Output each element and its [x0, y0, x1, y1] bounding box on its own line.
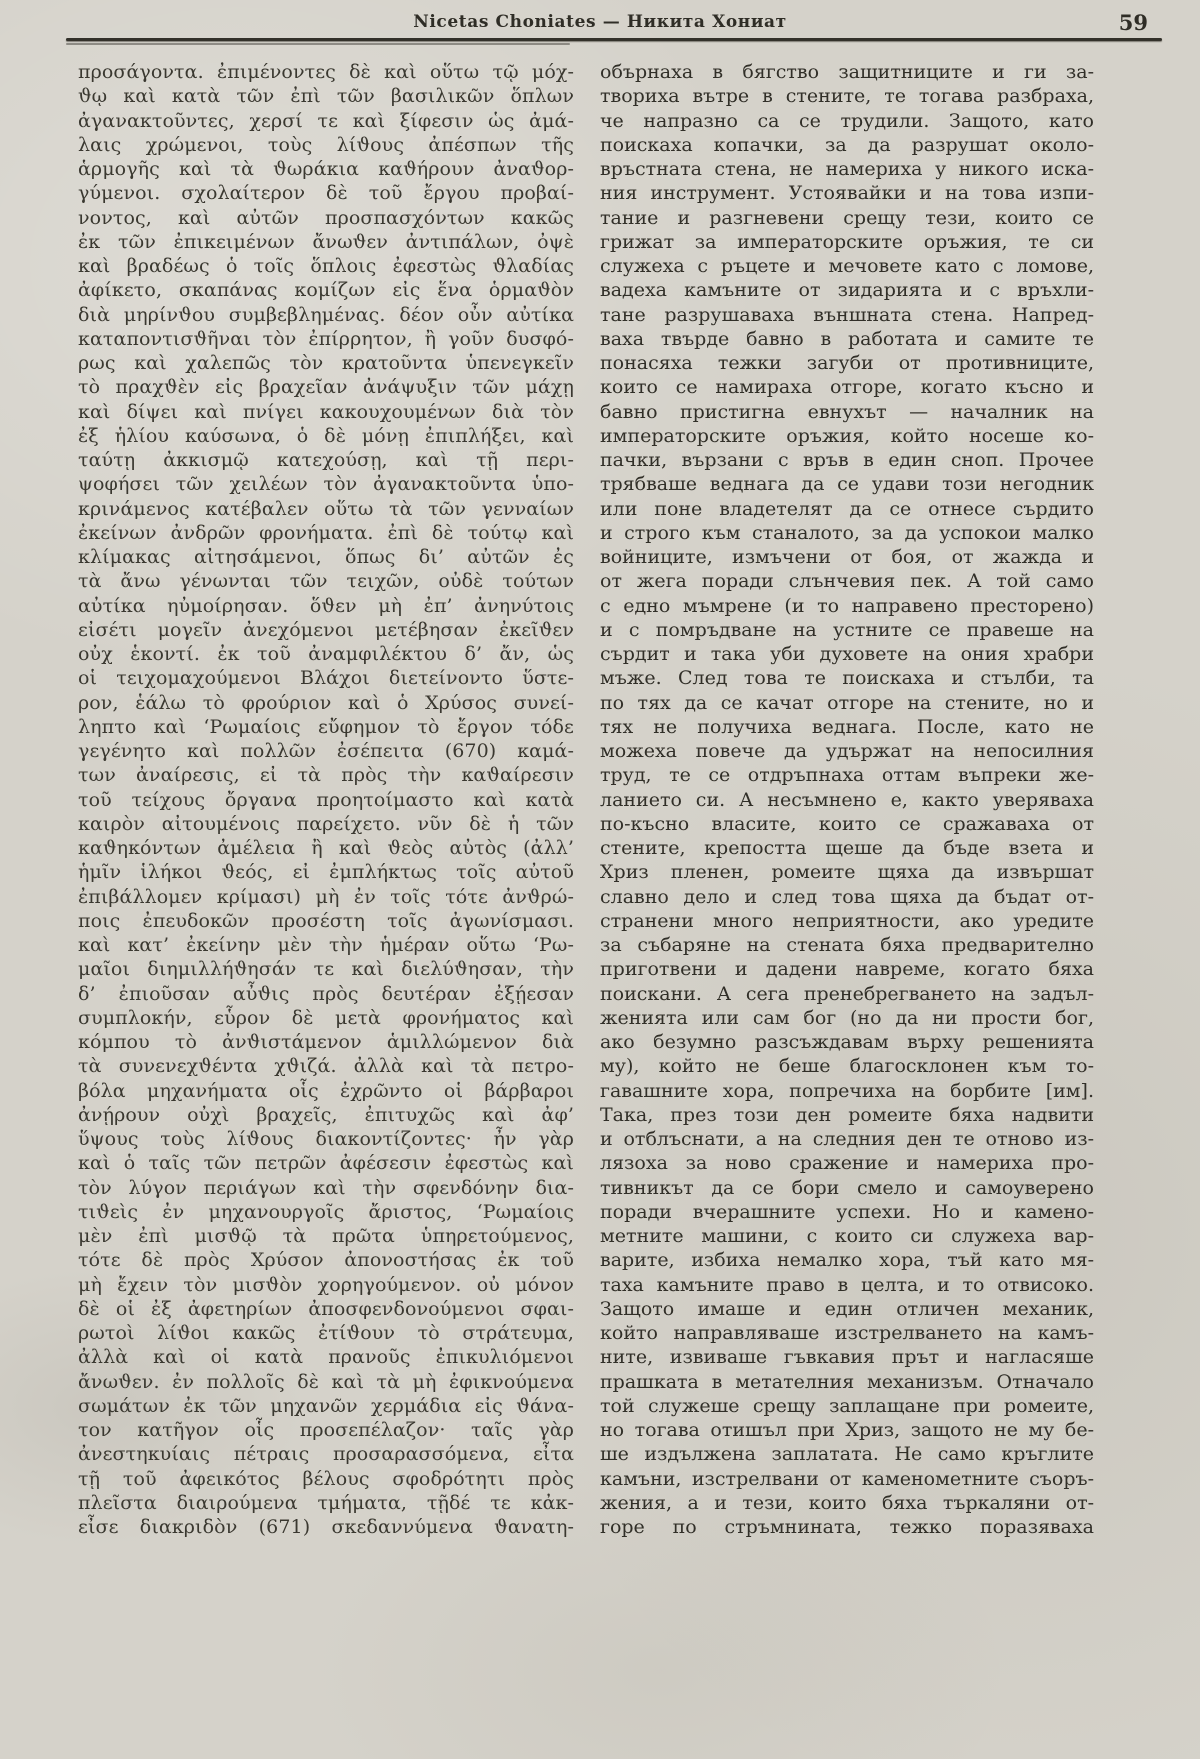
text-line: и с помръдване на устните се правеше на — [600, 618, 1094, 641]
text-line: εἶσε διακριδὸν (671) σκεδαννύμενα ϑανατη- — [78, 1516, 574, 1538]
text-line: обърнаха в бягство защитниците и ги за- — [600, 61, 1094, 83]
text-line: προσάγοντα. ἐπιμένοντες δὲ καὶ οὕτω τῷ μόχ- — [78, 61, 574, 83]
text-line: Защото имаше и един отличен механик, — [600, 1297, 1094, 1320]
text-line: бавно пристигна евнухът — началник на — [600, 400, 1094, 423]
text-line: гавашните хора, попречиха на борбите [им]. — [600, 1079, 1094, 1102]
text-line: κόμπου τὸ ἀνϑιστάμενον ἁμιλλώμενον διὰ — [78, 1031, 574, 1053]
text-line: или поне владетелят да се отнесе сърдито — [600, 497, 1094, 520]
text-line: ния инструмент. Устоявайки и на това изпи- — [600, 182, 1094, 205]
text-line: νοντος, καὶ αὐτῶν προσπασχόντων κακῶς — [78, 206, 574, 229]
text-line: συμπλοκήν, εὗρον δὲ μετὰ φρονήματος καὶ — [78, 1006, 574, 1029]
text-line: τὸ πραχϑὲν εἰς βραχεῖαν ἀνάψυξιν τῶν μάχῃ — [78, 376, 574, 399]
text-line: ако безумно разсъждавам върху решенията — [600, 1031, 1094, 1053]
text-line: καϑηκόντων ἀμέλεια ἢ καὶ ϑεὸς αὐτὸς (ἀλλ’ — [78, 837, 574, 859]
text-line: по-късно власите, които се сражаваха от — [600, 812, 1094, 835]
text-line: δὲ οἱ ἐξ ἀφετηρίων ἀποσφενδονούμενοι σφαι- — [78, 1297, 574, 1320]
text-line: σωμάτων ἐκ τῶν μηχανῶν χερμάδια εἰς ϑάνα- — [78, 1394, 574, 1417]
text-line: ἐξ ἡλίου καύσωνα, ὁ δὲ μόνῃ ἐπιπλήξει, καὶ — [78, 424, 574, 447]
text-line: ше издължена заплатата. Не само кръглите — [600, 1443, 1094, 1466]
text-line: οἱ τειχομαχούμενοι Βλάχοι διετείνοντο ὕστε- — [78, 667, 574, 690]
text-line: λαις χρώμενοι, τοὺς λίϑους ἀπέσπων τῆς — [78, 133, 574, 156]
text-line: κρινάμενος κατέβαλεν οὕτω τὰ τῶν γενναίων — [78, 497, 574, 520]
text-line: горе по стръмнината, тежко поразяваха — [600, 1516, 1094, 1538]
text-line: ἀνεστηκυίαις πέτραις προσαρασσόμενα, εἶτα — [78, 1443, 574, 1466]
text-line: тане разрушаваха външната стена. Напред- — [600, 303, 1094, 326]
greek-text-column — [78, 60, 574, 1539]
text-line: ἄνωϑεν. ἐν πολλοῖς δὲ καὶ τὰ μὴ ἐφικνούμενα — [78, 1370, 574, 1393]
text-line: поискани. А сега пренебрегването на задъл- — [600, 982, 1094, 1005]
text-line: Така, през този ден ромеите бяха надвити — [600, 1103, 1094, 1126]
text-line: варите, избиха немалко хора, тъй като мя- — [600, 1249, 1094, 1272]
text-line: ρωτοὶ λίϑοι κακῶς ἐτίϑουν τὸ στράτευμα, — [78, 1322, 574, 1344]
text-line: поискаха копачки, за да разрушат около- — [600, 133, 1094, 156]
text-line: ὕψους τοὺς λίϑους διακοντίζοντες· ἦν γὰρ — [78, 1128, 574, 1150]
text-line: ἐκείνων ἀνδρῶν φρονήματα. ἐπὶ δὲ τούτῳ καὶ — [78, 521, 574, 544]
header-rule — [66, 38, 1162, 41]
text-line: ἡμῖν ἱλήκοι ϑεός, εἰ ἐμπλήκτως τοῖς αὐτοῦ — [78, 861, 574, 884]
text-line: за събаряне на стената бяха предварително — [600, 934, 1094, 956]
text-line: който направляваше изстрелването на камъ- — [600, 1322, 1094, 1344]
text-line: приготвени и дадени навреме, когато бяха — [600, 958, 1094, 981]
text-line: ληπτο καὶ ‘Ρωμαίοις εὔφημον τὸ ἔργον τόδε — [78, 715, 574, 738]
text-line: камъни, изстрелвани от каменометните съоръ- — [600, 1467, 1094, 1490]
text-line: οὐχ ἑκοντί. ἐκ τοῦ ἀναμφιλέκτου δ’ ἄν, ὡς — [78, 643, 574, 665]
text-line: μὴ ἔχειν τὸν μισϑὸν χορηγούμενον. οὐ μόνον — [78, 1273, 574, 1296]
text-line: τῇ τοῦ ἀφεικότος βέλους σφοδρότητι πρὸς — [78, 1467, 574, 1490]
text-line: мъже. След това те поискаха и стълби, та — [600, 667, 1094, 690]
text-line: τὰ ἄνω γένωνται τῶν τειχῶν, οὐδὲ τούτων — [78, 570, 574, 593]
text-line: жения, а и тези, които бяха търкаляни от- — [600, 1491, 1094, 1514]
text-line: и отблъснати, а на следния ден те отново из- — [600, 1128, 1094, 1150]
text-line: καὶ ὁ ταῖς τῶν πετρῶν ἀφέσεσιν ἐφεστὼς καὶ — [78, 1152, 574, 1175]
text-line: ἁρμογῆς καὶ τὰ ϑωράκια καϑήρουν ἀναϑορ- — [78, 158, 574, 180]
text-line: τοῦ τείχους ὄργανα προητοίμαστο καὶ κατὰ — [78, 788, 574, 811]
text-line: αὐτίκα ηὐμοίρησαν. ὅϑεν μὴ ἐπ’ ἀνηνύτοις — [78, 594, 574, 617]
text-line: служеха с ръцете и мечовете като с ломове, — [600, 255, 1094, 277]
text-line: връстната стена, не намериха у никого иска- — [600, 158, 1094, 180]
text-line: можеха повече да удържат на непосилния — [600, 740, 1094, 762]
text-line: ψοφήσει τῶν χειλέων τὸν ἀγανακτοῦντα ὑπο- — [78, 473, 574, 496]
page-number: 59 — [1118, 10, 1148, 35]
text-line: които се намираха отгоре, когато късно и — [600, 376, 1094, 399]
text-line: че напразно са се трудили. Защото, като — [600, 109, 1094, 132]
text-line: войниците, измъчени от боя, от жажда и — [600, 546, 1094, 568]
text-line: τιϑεὶς ἐν μηχανουργοῖς ἄριστος, ‘Ρωμαίοις — [78, 1200, 574, 1223]
text-line: διὰ μηρίνϑου συμβεβλημένας. δέον οὖν αὐτίκα — [78, 303, 574, 326]
text-line: βόλα μηχανήματα οἷς ἐχρῶντο οἱ βάρβαροι — [78, 1079, 574, 1102]
text-line: и строго към станалото, за да успокои малко — [600, 521, 1094, 544]
text-line: ἀλλὰ καὶ οἱ κατὰ πρανοῦς ἐπικυλιόμενοι — [78, 1346, 574, 1369]
text-line: ρον, ἑάλω τὸ φρούριον καὶ ὁ Χρύσος συνεί- — [78, 691, 574, 714]
text-line: твориха вътре в стените, те тогава разбраха, — [600, 85, 1094, 108]
text-line: γεγένητο καὶ πολλῶν ἐσέπειτα (670) καμά- — [78, 740, 574, 762]
text-line: труд, те се отдръпнаха оттам въпреки же- — [600, 764, 1094, 787]
text-line: стените, крепостта щеше да бъде взета и — [600, 837, 1094, 859]
text-line: καταποντισϑῆναι τὸν ἐπίρρητον, ἢ γοῦν δυσφό- — [78, 327, 574, 350]
text-line: τότε δὲ πρὸς Χρύσον ἀπονοστήσας ἐκ τοῦ — [78, 1249, 574, 1272]
text-line: метните машини, с които си служеха вар- — [600, 1225, 1094, 1247]
text-line: ните, извиваше гъвкавия прът и нагласяше — [600, 1346, 1094, 1369]
text-line: γύμενοι. σχολαίτερον δὲ τοῦ ἔργου προβαί- — [78, 182, 574, 205]
text-line: ἀφίκετο, σκαπάνας κομίζων εἰς ἕνα ὁρμαϑὸν — [78, 279, 574, 302]
text-line: тание и разгневени срещу тези, които се — [600, 206, 1094, 229]
text-line: ἐπιβάλλομεν κρίμασι) μὴ ἐν τοῖς τότε ἀνϑρώ- — [78, 885, 574, 908]
text-line: лязоха за ново сражение и намериха про- — [600, 1152, 1094, 1175]
text-line: των ἀναίρεσις, εἰ τὰ πρὸς τὴν καϑαίρεσιν — [78, 764, 574, 787]
text-line: ἀνῄρουν οὐχὶ βραχεῖς, ἐπιτυχῶς καὶ ἀφ’ — [78, 1103, 574, 1126]
text-line: ταύτῃ ἀκκισμῷ κατεχούσῃ, καὶ τῇ περι- — [78, 449, 574, 471]
text-line: καὶ κατ’ ἐκείνην μὲν τὴν ἡμέραν οὕτω ‘Ρω- — [78, 934, 574, 956]
text-line: καὶ δίψει καὶ πνίγει κακουχουμένων διὰ τὸν — [78, 400, 574, 423]
text-line: таха камъните право в целта, и то отвисоко. — [600, 1273, 1094, 1296]
text-line: женията или сам бог (но да ни прости бог, — [600, 1006, 1094, 1029]
text-line: но тогава отишъл при Хриз, защото не му бе- — [600, 1419, 1094, 1441]
text-line: τὸν λύγον περιάγων καὶ τὴν σφενδόνην δια- — [78, 1176, 574, 1199]
text-line: сърдит и така уби духовете на ония храбри — [600, 643, 1094, 665]
text-line: Хриз пленен, ромеите щяха да извършат — [600, 861, 1094, 884]
text-line: εἰσέτι μογεῖν ἀνεχόμενοι μετέβησαν ἐκεῖϑεν — [78, 618, 574, 641]
text-line: ἐκ τῶν ἐπικειμένων ἄνωϑεν ἀντιπάλων, ὀψὲ — [78, 230, 574, 253]
running-title: Nicetas Choniates — Никита Хониат — [413, 12, 787, 32]
text-line: δ’ ἐπιοῦσαν αὖϑις πρὸς δευτέραν ἐξῄεσαν — [78, 982, 574, 1005]
text-line: поради вчерашните успехи. Но и камено- — [600, 1200, 1094, 1223]
text-line: грижат за императорските оръжия, те си — [600, 230, 1094, 253]
text-line: по тях да се качат отгоре на стените, но и — [600, 691, 1094, 714]
text-line: ланието си. А несъмнено е, както уверяваха — [600, 788, 1094, 811]
text-line: прашката в метателния механизъм. Отначало — [600, 1370, 1094, 1393]
text-line: вадеха камъните от зидарията и с връхли- — [600, 279, 1094, 302]
text-line: той служеше срещу заплащане при ромеите, — [600, 1394, 1094, 1417]
text-line: κλίμακας αἰτησάμενοι, ὅπως δι’ αὐτῶν ἐς — [78, 546, 574, 568]
text-line: странени много неприятности, ако уредите — [600, 909, 1094, 932]
text-line: ρως καὶ χαλεπῶς τὸν κρατοῦντα ὑπενεγκεῖν — [78, 352, 574, 374]
text-line: тивникът да се бори смело и самоуверено — [600, 1176, 1094, 1199]
text-line: трябваше веднага да се удави този негодник — [600, 473, 1094, 496]
text-line: τὰ συνενεχϑέντα χϑιζά. ἀλλὰ καὶ τὰ πετρο- — [78, 1055, 574, 1078]
bulgarian-text-column — [600, 60, 1094, 1539]
text-line: с едно мъмрене (и то направено престорено) — [600, 594, 1094, 617]
text-line: му), който не беше благосклонен към то- — [600, 1055, 1094, 1078]
text-line: μὲν ἐπὶ μισϑῷ τὰ πρῶτα ὑπηρετούμενος, — [78, 1225, 574, 1247]
text-columns — [78, 60, 1094, 1539]
text-line: ϑῳ καὶ κατὰ τῶν ἐπὶ τῶν βασιλικῶν ὅπλων — [78, 85, 574, 108]
text-line: μαῖοι διημιλλήϑησάν τε καὶ διελύϑησαν, τὴν — [78, 958, 574, 981]
text-line: πλεῖστα διαιρούμενα τμήματα, τῇδέ τε κἀκ- — [78, 1491, 574, 1514]
text-line: ποις ἐπευδοκῶν προσέστη τοῖς ἀγωνίσμασι. — [78, 909, 574, 932]
text-line: тях не получиха веднага. После, като не — [600, 715, 1094, 738]
text-line: понасяха тежки загуби от противниците, — [600, 352, 1094, 374]
text-line: пачки, вързани с връв в един сноп. Прочее — [600, 449, 1094, 471]
text-line: τον κατῆγον οἷς προσεπέλαζον· ταῖς γὰρ — [78, 1419, 574, 1441]
text-line: καὶ βραδέως ὁ τοῖς ὅπλοις ἐφεστὼς ϑλαδίας — [78, 255, 574, 277]
text-line: ἀγανακτοῦντες, χερσί τε καὶ ξίφεσιν ὡς ἀμά- — [78, 109, 574, 132]
text-line: императорските оръжия, който носеше ко- — [600, 424, 1094, 447]
text-line: от жега поради слънчевия пек. А той само — [600, 570, 1094, 593]
text-line: καιρὸν αἰτουμένοις παρείχετο. νῦν δὲ ἡ τῶν — [78, 812, 574, 835]
text-line: ваха твърде бавно в работата и самите те — [600, 327, 1094, 350]
text-line: славно дело и след това щяха да бъдат от- — [600, 885, 1094, 908]
